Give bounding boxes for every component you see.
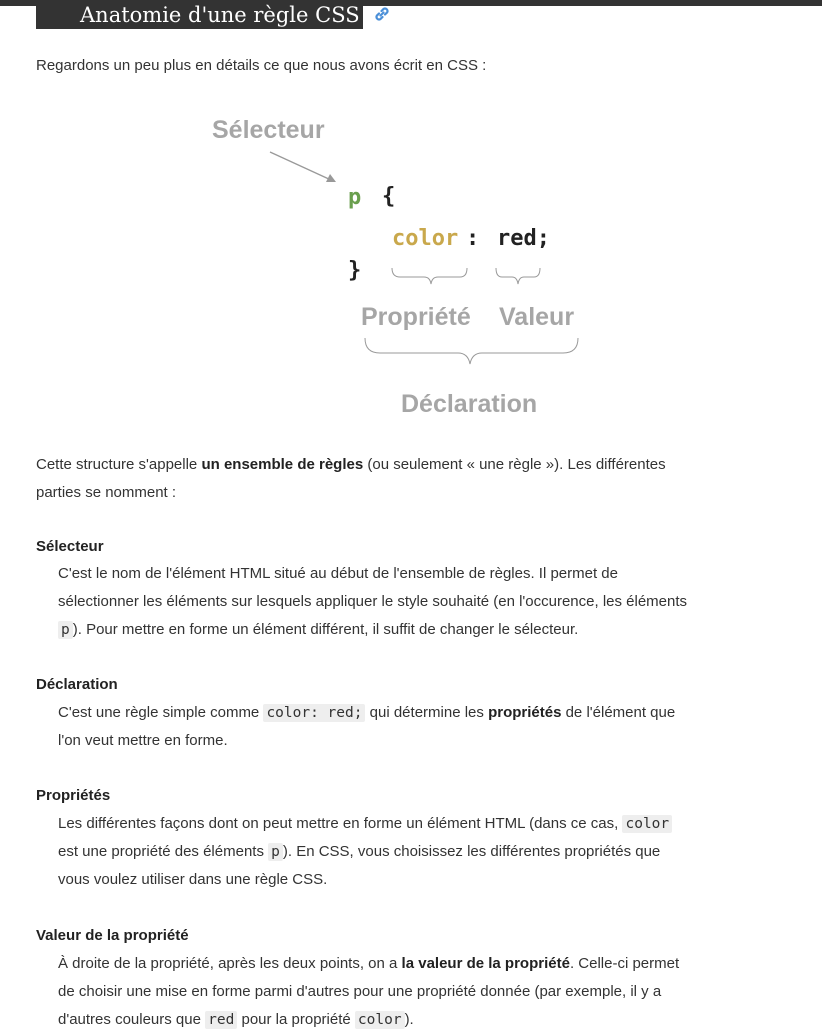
inline-code: color xyxy=(622,815,672,833)
desc-text: pour la propriété xyxy=(237,1011,355,1028)
value-label: Valeur xyxy=(499,303,575,331)
desc-text: ). xyxy=(404,1011,414,1028)
intro-paragraph: Regardons un peu plus en détails ce que nous avons écrit en CSS : xyxy=(36,57,487,74)
desc-text: d'autres couleurs que xyxy=(58,1011,206,1028)
declaration-brace xyxy=(365,338,578,364)
inline-code: color: red; xyxy=(263,704,365,722)
desc-line: ). Pour mettre en forme un élément différent, il suffit de changer le sélecteur. xyxy=(72,621,579,638)
desc-proprietes xyxy=(58,810,788,894)
structure-text-2: (ou seulement « une règle »). Les différentes xyxy=(363,456,666,473)
selector-label: Sélecteur xyxy=(212,116,325,144)
code-property: color xyxy=(392,226,459,251)
desc-valeur xyxy=(58,950,788,1034)
value-brace xyxy=(496,268,540,284)
desc-text: ). En CSS, vous choisissez les différentes propriétés que xyxy=(282,843,661,860)
property-label: Propriété xyxy=(361,303,471,331)
desc-line: de choisir une mise en forme parmi d'autres pour une propriété donnée (par exemple, il y a xyxy=(58,983,662,1000)
desc-line: l'on veut mettre en forme. xyxy=(58,732,228,749)
permalink-icon[interactable] xyxy=(372,4,392,24)
desc-bold: la valeur de la propriété xyxy=(401,955,570,972)
section-heading: Anatomie d'une règle CSS xyxy=(80,3,360,27)
desc-selecteur xyxy=(58,560,788,644)
desc-text: est une propriété des éléments xyxy=(58,843,269,860)
inline-code: red xyxy=(205,1011,237,1029)
structure-text: Cette structure s'appelle xyxy=(36,456,202,473)
desc-text: de l'élément que xyxy=(561,704,676,721)
term-selecteur: Sélecteur xyxy=(36,538,104,555)
term-proprietes: Propriétés xyxy=(36,787,111,804)
inline-code: p xyxy=(58,621,73,639)
desc-text: qui détermine les xyxy=(365,704,489,721)
desc-bold: propriétés xyxy=(488,704,562,721)
inline-code: p xyxy=(268,843,283,861)
desc-line: sélectionner les éléments sur lesquels appliquer le style souhaité (en l'occurence, les éléments xyxy=(58,593,688,610)
code-selector: p xyxy=(348,185,362,210)
term-valeur: Valeur de la propriété xyxy=(36,927,189,944)
desc-text: C'est une règle simple comme xyxy=(58,704,264,721)
code-close-brace: } xyxy=(348,258,362,283)
code-value: red; xyxy=(497,226,550,251)
property-brace xyxy=(392,268,467,284)
desc-text: . Celle-ci permet xyxy=(569,955,680,972)
css-rule-diagram xyxy=(0,100,822,440)
structure-paragraph xyxy=(36,451,786,507)
code-colon: : xyxy=(466,226,480,251)
selector-arrow xyxy=(270,152,336,182)
desc-text: À droite de la propriété, après les deux points, on a xyxy=(58,955,402,972)
desc-line: C'est le nom de l'élément HTML situé au début de l'ensemble de règles. Il permet de xyxy=(58,565,618,582)
desc-line: vous voulez utiliser dans une règle CSS. xyxy=(58,871,328,888)
structure-bold: un ensemble de règles xyxy=(201,456,364,473)
declaration-label: Déclaration xyxy=(401,390,538,418)
inline-code: color xyxy=(355,1011,405,1029)
desc-declaration xyxy=(58,699,788,755)
code-open-brace: { xyxy=(382,184,396,209)
desc-text: Les différentes façons dont on peut mettre en forme un élément HTML (dans ce cas, xyxy=(58,815,623,832)
structure-line-2: parties se nomment : xyxy=(36,484,177,501)
term-declaration: Déclaration xyxy=(36,676,118,693)
